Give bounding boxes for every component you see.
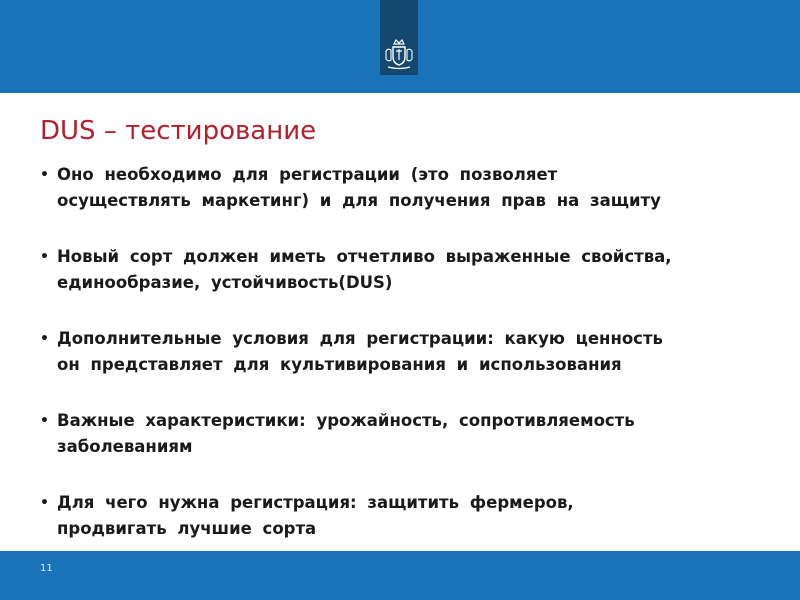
slide-title: DUS – тестирование [40, 116, 317, 146]
bullet-text-line: осуществлять маркетинг) и для получения прав на защиту [57, 191, 661, 210]
bullet-marker: • [40, 249, 49, 265]
bullet-text-line: Для чего нужна регистрация: защитить фермеров, [57, 493, 574, 512]
bullet-item [38, 244, 758, 296]
bullet-text-line: заболеваниям [57, 437, 193, 456]
logo-badge [380, 0, 418, 75]
bullet-marker: • [40, 413, 49, 429]
bullet-text-line: единообразие, устойчивость(DUS) [57, 273, 393, 292]
bullet-text-line: продвигать лучшие сорта [57, 519, 317, 538]
bullet-item [38, 326, 758, 378]
bullet-marker: • [40, 167, 49, 183]
bullet-item [38, 408, 758, 460]
bullet-list [38, 162, 758, 542]
bullet-text-line: он представляет для культивирования и использования [57, 355, 622, 374]
page-number: 11 [40, 563, 53, 574]
bullet-text-line: Оно необходимо для регистрации (это позволяет [57, 165, 558, 184]
bullet-marker: • [40, 331, 49, 347]
bullet-item [38, 490, 758, 542]
footer-band [0, 551, 800, 600]
coat-of-arms-icon [384, 38, 414, 70]
bullet-item [38, 162, 758, 214]
bullet-text-line: Новый сорт должен иметь отчетливо выраженные свойства, [57, 247, 672, 266]
bullet-text-line: Важные характеристики: урожайность, сопротивляемость [57, 411, 635, 430]
bullet-marker: • [40, 495, 49, 511]
bullet-text-line: Дополнительные условия для регистрации: какую ценность [57, 329, 663, 348]
